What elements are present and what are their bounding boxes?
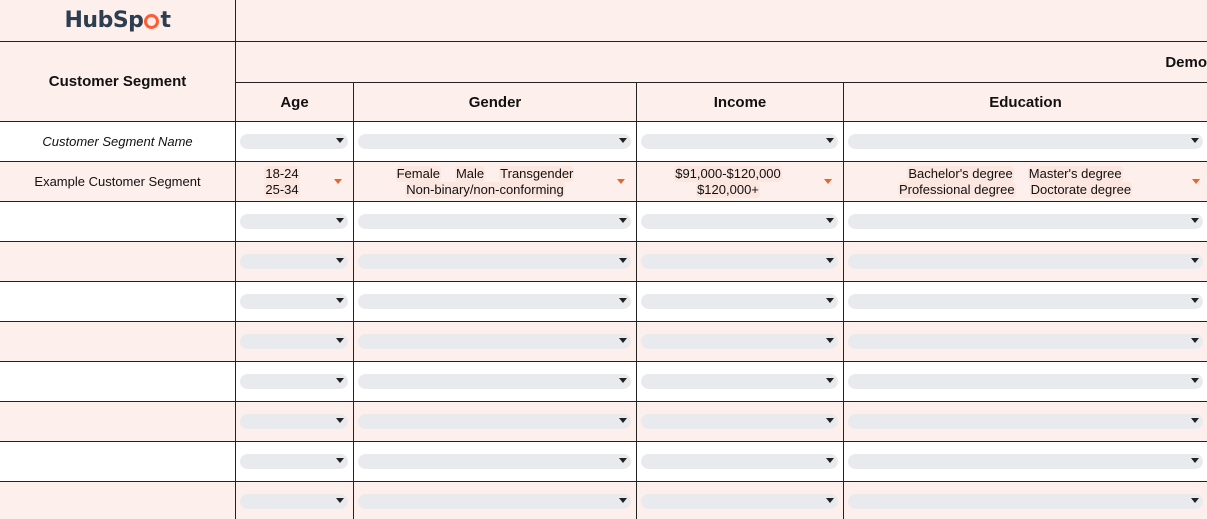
chevron-down-icon — [619, 458, 627, 463]
column-divider — [843, 202, 844, 242]
chevron-down-icon — [1191, 498, 1199, 503]
income-dropdown[interactable] — [641, 294, 838, 309]
row-label-example: Example Customer Segment — [0, 162, 236, 202]
chevron-down-icon — [336, 218, 344, 223]
chevron-down-icon — [336, 138, 344, 143]
customer-segment-header: Customer Segment — [0, 42, 236, 122]
chevron-down-icon — [1191, 418, 1199, 423]
column-divider — [636, 482, 637, 519]
chevron-down-icon — [336, 418, 344, 423]
chevron-down-icon[interactable] — [1192, 179, 1200, 184]
chevron-down-icon — [336, 258, 344, 263]
chevron-down-icon — [1191, 138, 1199, 143]
education-dropdown[interactable] — [848, 414, 1203, 429]
age-dropdown[interactable] — [240, 214, 348, 229]
column-divider — [636, 202, 637, 242]
row-label-empty — [0, 442, 236, 482]
column-header-gender: Gender — [354, 83, 637, 122]
chevron-down-icon — [1191, 258, 1199, 263]
row-label-empty — [0, 282, 236, 322]
column-divider — [843, 242, 844, 282]
row-label-empty — [0, 362, 236, 402]
chevron-down-icon — [1191, 218, 1199, 223]
chevron-down-icon — [619, 338, 627, 343]
gender-dropdown[interactable] — [358, 294, 631, 309]
chevron-down-icon[interactable] — [824, 179, 832, 184]
chip: $91,000-$120,000 — [675, 166, 781, 181]
income-dropdown[interactable] — [641, 334, 838, 349]
chip: 18-24 — [265, 166, 299, 181]
chevron-down-icon — [619, 258, 627, 263]
chevron-down-icon — [826, 338, 834, 343]
gender-dropdown[interactable] — [358, 494, 631, 509]
chip: Master's degree — [1028, 166, 1122, 181]
column-divider — [843, 402, 844, 442]
row-label-empty — [0, 322, 236, 362]
column-header-income: Income — [637, 83, 844, 122]
chevron-down-icon — [1191, 338, 1199, 343]
chip: Bachelor's degree — [908, 166, 1013, 181]
column-divider — [636, 242, 637, 282]
age-dropdown[interactable] — [240, 254, 348, 269]
chevron-down-icon — [336, 498, 344, 503]
income-dropdown[interactable] — [641, 414, 838, 429]
row-label-empty — [0, 242, 236, 282]
education-dropdown[interactable] — [848, 454, 1203, 469]
age-dropdown[interactable] — [240, 374, 348, 389]
row-label-empty — [0, 482, 236, 519]
chevron-down-icon — [336, 338, 344, 343]
row-label-empty — [0, 402, 236, 442]
gender-dropdown[interactable] — [358, 374, 631, 389]
chevron-down-icon — [826, 138, 834, 143]
chevron-down-icon — [619, 218, 627, 223]
chevron-down-icon — [1191, 458, 1199, 463]
chevron-down-icon — [619, 298, 627, 303]
column-divider — [636, 402, 637, 442]
gender-dropdown[interactable] — [358, 254, 631, 269]
age-dropdown[interactable] — [240, 414, 348, 429]
column-divider — [636, 362, 637, 402]
row-label-empty — [0, 202, 236, 242]
column-divider — [353, 442, 354, 482]
column-divider — [353, 402, 354, 442]
age-chips — [244, 164, 320, 200]
gender-dropdown[interactable] — [358, 454, 631, 469]
group-title: Demo — [1165, 53, 1207, 71]
column-divider — [353, 202, 354, 242]
chip: Female — [396, 166, 440, 181]
income-dropdown[interactable] — [641, 454, 838, 469]
column-divider — [843, 482, 844, 519]
chevron-down-icon — [826, 218, 834, 223]
age-dropdown[interactable] — [240, 334, 348, 349]
chevron-down-icon — [826, 458, 834, 463]
age-dropdown[interactable] — [240, 294, 348, 309]
row-label-segment-name: Customer Segment Name — [0, 122, 236, 162]
income-dropdown[interactable] — [641, 374, 838, 389]
top-blank-cell — [236, 0, 1207, 42]
column-divider — [843, 122, 844, 162]
education-dropdown[interactable] — [848, 134, 1203, 149]
chip: 25-34 — [265, 182, 299, 197]
chevron-down-icon — [619, 378, 627, 383]
logo-text-left: HubSp — [64, 8, 144, 33]
gender-dropdown[interactable] — [358, 134, 631, 149]
chevron-down-icon[interactable] — [617, 179, 625, 184]
column-divider — [843, 442, 844, 482]
chevron-down-icon — [619, 138, 627, 143]
chevron-down-icon — [826, 298, 834, 303]
education-dropdown[interactable] — [848, 374, 1203, 389]
income-dropdown[interactable] — [641, 134, 838, 149]
column-divider — [353, 482, 354, 519]
chevron-down-icon — [826, 498, 834, 503]
column-divider — [353, 242, 354, 282]
income-chips — [645, 164, 811, 200]
chip: Professional degree — [898, 182, 1015, 197]
income-dropdown[interactable] — [641, 254, 838, 269]
chevron-down-icon — [336, 298, 344, 303]
education-dropdown[interactable] — [848, 214, 1203, 229]
education-dropdown[interactable] — [848, 294, 1203, 309]
chevron-down-icon — [1191, 378, 1199, 383]
column-header-education: Education — [844, 83, 1207, 122]
column-divider — [843, 282, 844, 322]
column-divider — [843, 322, 844, 362]
age-dropdown[interactable] — [240, 134, 348, 149]
column-divider — [636, 322, 637, 362]
education-dropdown[interactable] — [848, 254, 1203, 269]
column-divider — [353, 362, 354, 402]
column-divider — [636, 282, 637, 322]
gender-chips — [360, 164, 610, 200]
sprocket-icon — [144, 14, 159, 29]
chevron-down-icon — [826, 418, 834, 423]
chip: Male — [455, 166, 485, 181]
income-dropdown[interactable] — [641, 214, 838, 229]
column-divider — [353, 282, 354, 322]
education-chips — [850, 164, 1180, 200]
logo-cell — [0, 0, 236, 42]
income-dropdown[interactable] — [641, 494, 838, 509]
column-divider — [353, 322, 354, 362]
column-divider — [353, 122, 354, 162]
demographics-group-header — [236, 42, 1207, 83]
gender-dropdown[interactable] — [358, 414, 631, 429]
chevron-down-icon — [336, 378, 344, 383]
chevron-down-icon — [336, 458, 344, 463]
logo-text-right: t — [160, 8, 171, 33]
education-dropdown[interactable] — [848, 334, 1203, 349]
education-dropdown[interactable] — [848, 494, 1203, 509]
chip: Non-binary/non-conforming — [406, 182, 564, 197]
column-divider — [843, 362, 844, 402]
chip: $120,000+ — [697, 182, 759, 197]
gender-dropdown[interactable] — [358, 214, 631, 229]
column-divider — [636, 442, 637, 482]
column-header-age: Age — [236, 83, 354, 122]
chip: Transgender — [500, 166, 574, 181]
chevron-down-icon — [619, 498, 627, 503]
hubspot-logo — [65, 8, 171, 33]
chevron-down-icon — [619, 418, 627, 423]
chevron-down-icon — [826, 378, 834, 383]
chevron-down-icon[interactable] — [334, 179, 342, 184]
chevron-down-icon — [826, 258, 834, 263]
age-dropdown[interactable] — [240, 454, 348, 469]
chip: Doctorate degree — [1030, 182, 1132, 197]
gender-dropdown[interactable] — [358, 334, 631, 349]
chevron-down-icon — [1191, 298, 1199, 303]
column-divider — [636, 122, 637, 162]
age-dropdown[interactable] — [240, 494, 348, 509]
